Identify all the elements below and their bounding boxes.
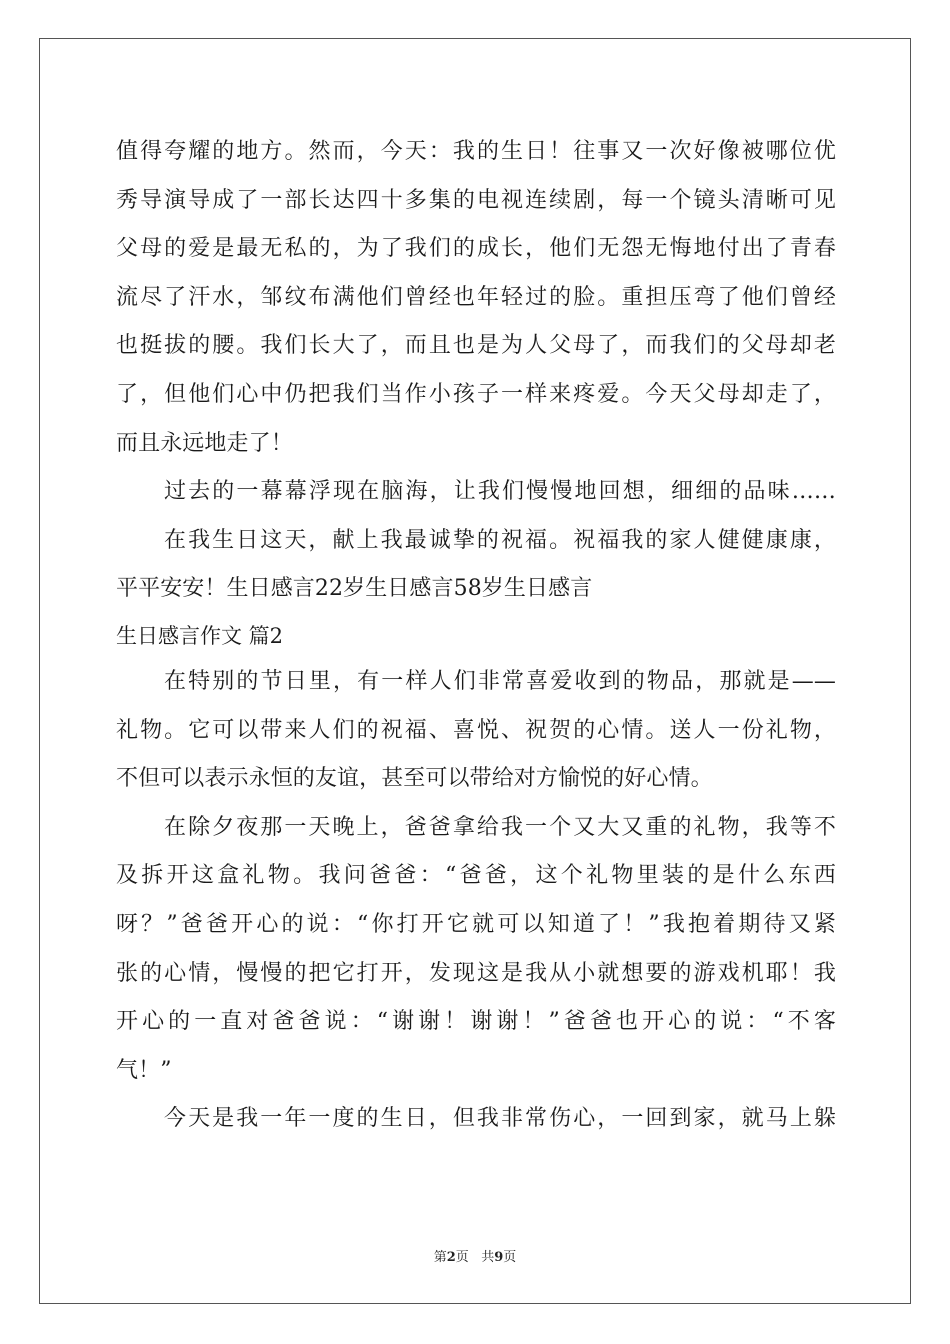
paragraph-newyear-line: 开心的一直对爸爸说：“谢谢！谢谢！”爸爸也开心的说：“不客 — [116, 1009, 836, 1035]
paragraph-wish-line: 在我生日这天，献上我最诚挚的祝福。祝福我的家人健健康康， — [164, 527, 836, 553]
page-footer — [0, 1246, 950, 1265]
footer-page-number: 2 — [446, 1250, 456, 1265]
paragraph-newyear-line: 在除夕夜那一天晚上，爸爸拿给我一个又大又重的礼物，我等不 — [164, 814, 836, 840]
paragraph-newyear-line: 气！” — [116, 1057, 172, 1083]
text-line: 秀导演导成了一部长达四十多集的电视连续剧，每一个镜头清晰可见 — [116, 187, 836, 213]
footer-prefix: 第 — [433, 1250, 447, 1265]
paragraph-recall: 过去的一幕幕浮现在脑海，让我们慢慢地回想，细细的品味…… — [164, 479, 836, 505]
paragraph-gift-line: 不但可以表示永恒的友谊，甚至可以带给对方愉悦的好心情。 — [116, 766, 713, 792]
text-line: 流尽了汗水，邹纹布满他们曾经也年轻过的脸。重担压弯了他们曾经 — [116, 284, 836, 310]
paragraph-newyear-line: 及拆开这盒礼物。我问爸爸：“爸爸，这个礼物里装的是什么东西 — [116, 863, 836, 889]
footer-mid: 页 共 — [455, 1250, 495, 1265]
paragraph-today: 今天是我一年一度的生日，但我非常伤心，一回到家，就马上躲 — [164, 1106, 836, 1132]
paragraph-gift-line: 礼物。它可以带来人们的祝福、喜悦、祝贺的心情。送人一份礼物， — [116, 717, 836, 743]
text-line: 而且永远地走了！ — [116, 430, 293, 456]
footer-total-pages: 9 — [494, 1250, 504, 1265]
text-line: 值得夸耀的地方。然而，今天：我的生日！往事又一次好像被哪位优 — [116, 139, 836, 164]
paragraph-newyear-line: 张的心情，慢慢的把它打开，发现这是我从小就想要的游戏机耶！我 — [116, 960, 836, 986]
text-line: 父母的爱是最无私的，为了我们的成长，他们无怨无悔地付出了青春 — [116, 236, 836, 262]
paragraph-gift-line: 在特别的节日里，有一样人们非常喜爱收到的物品，那就是—— — [164, 668, 836, 694]
paragraph-newyear-line: 呀？”爸爸开心的说：“你打开它就可以知道了！”我抱着期待又紧 — [116, 911, 836, 937]
document-body — [116, 128, 836, 1144]
text-line: 也挺拔的腰。我们长大了，而且也是为人父母了，而我们的父母却老 — [116, 333, 836, 359]
section-heading: 生日感言作文 篇2 — [116, 623, 284, 648]
footer-suffix: 页 — [503, 1250, 517, 1265]
paragraph-wish-line: 平平安安！生日感言22岁生日感言58岁生日感言 — [116, 576, 593, 602]
text-line: 了，但他们心中仍把我们当作小孩子一样来疼爱。今天父母却走了， — [116, 381, 836, 407]
